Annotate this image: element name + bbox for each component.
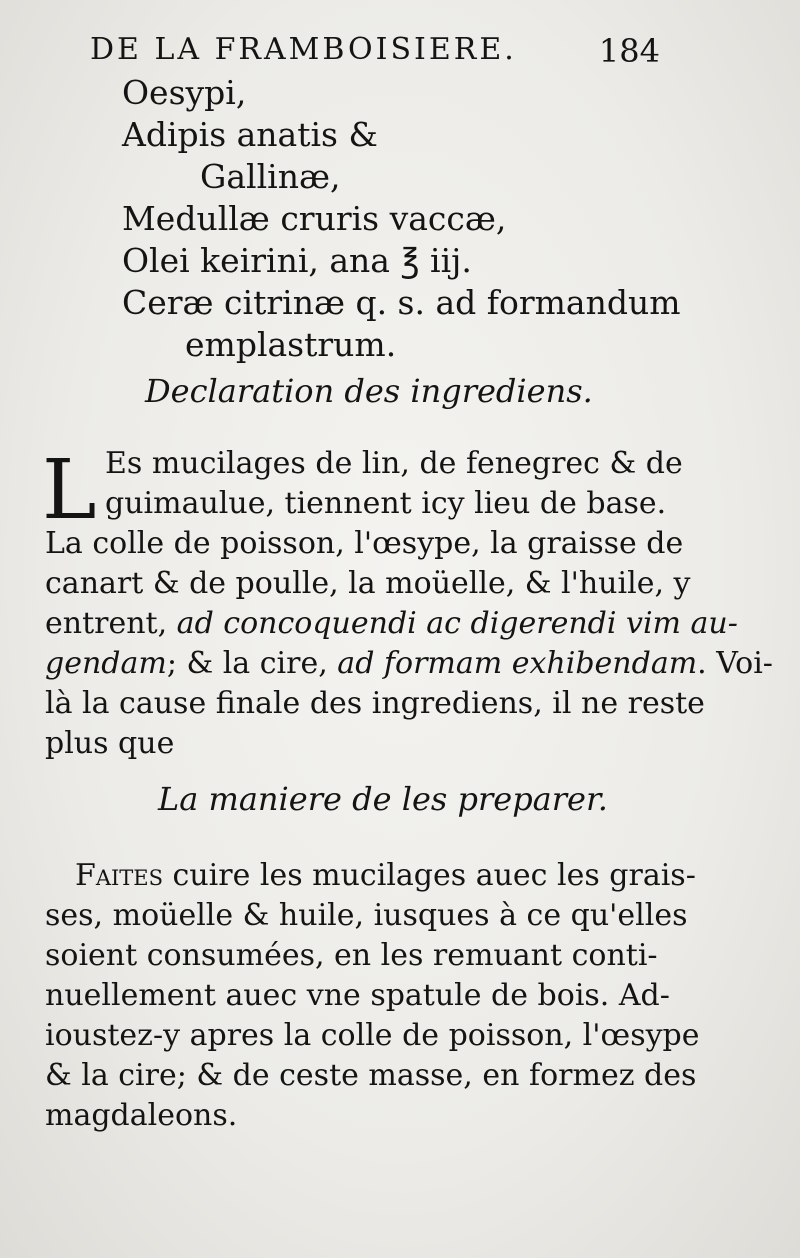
latin-phrase: ad concoquendi ac digerendi vim au- (167, 606, 738, 641)
formula-line: Ceræ citrinæ q. s. ad formandum (122, 283, 681, 322)
section-heading: La maniere de les preparer. (158, 780, 608, 818)
roman-text: cuire les mucilages auec les grais- (163, 858, 696, 893)
paragraph-line: nuellement auec vne spatule de bois. Ad- (45, 978, 670, 1013)
paragraph-line: ses, moüelle & huile, iusques à ce qu'elles (45, 898, 688, 933)
page-number: 184 (598, 32, 660, 70)
drop-cap: L (42, 443, 97, 538)
formula-line: Olei keirini, ana ℥ iij. (122, 241, 472, 280)
section-heading: Declaration des ingrediens. (145, 372, 593, 410)
paragraph-line: & la cire; & de ceste masse, en formez des (45, 1058, 697, 1093)
paragraph-line (45, 604, 738, 644)
paragraph-line: guimaulue, tiennent icy lieu de base. (105, 486, 667, 521)
formula-line: emplastrum. (185, 325, 397, 364)
roman-text: entrent, (45, 606, 168, 641)
formula-line: Gallinæ, (200, 157, 341, 196)
latin-phrase: ad formam exhibendam (327, 646, 698, 681)
paragraph-line: magdaleons. (45, 1098, 238, 1133)
running-title: DE LA FRAMBOISIERE. (90, 32, 517, 67)
formula-line: Adipis anatis & (122, 115, 378, 154)
paragraph-line: là la cause finale des ingrediens, il ne reste (45, 686, 705, 721)
paragraph-line: canart & de poulle, la moüelle, & l'huile, y (45, 566, 691, 601)
formula-line: Medullæ cruris vaccæ, (122, 199, 507, 238)
latin-phrase: gendam (45, 646, 167, 681)
paragraph-line: La colle de poisson, l'œsype, la graisse de (45, 526, 684, 561)
paragraph-line (45, 644, 773, 684)
paragraph-line: ioustez-y apres la colle de poisson, l'œsype (45, 1018, 700, 1053)
paragraph-line (75, 856, 696, 896)
paragraph-line: Es mucilages de lin, de fenegrec & de (105, 446, 683, 481)
roman-text: . Voi- (697, 646, 773, 681)
paragraph-line: plus que (45, 726, 175, 761)
roman-text: ; & la cire, (166, 646, 328, 681)
first-word: Faites (75, 858, 163, 893)
running-header (90, 32, 660, 70)
formula-line: Oesypi, (122, 73, 247, 112)
paragraph-line: soient consumées, en les remuant conti- (45, 938, 658, 973)
